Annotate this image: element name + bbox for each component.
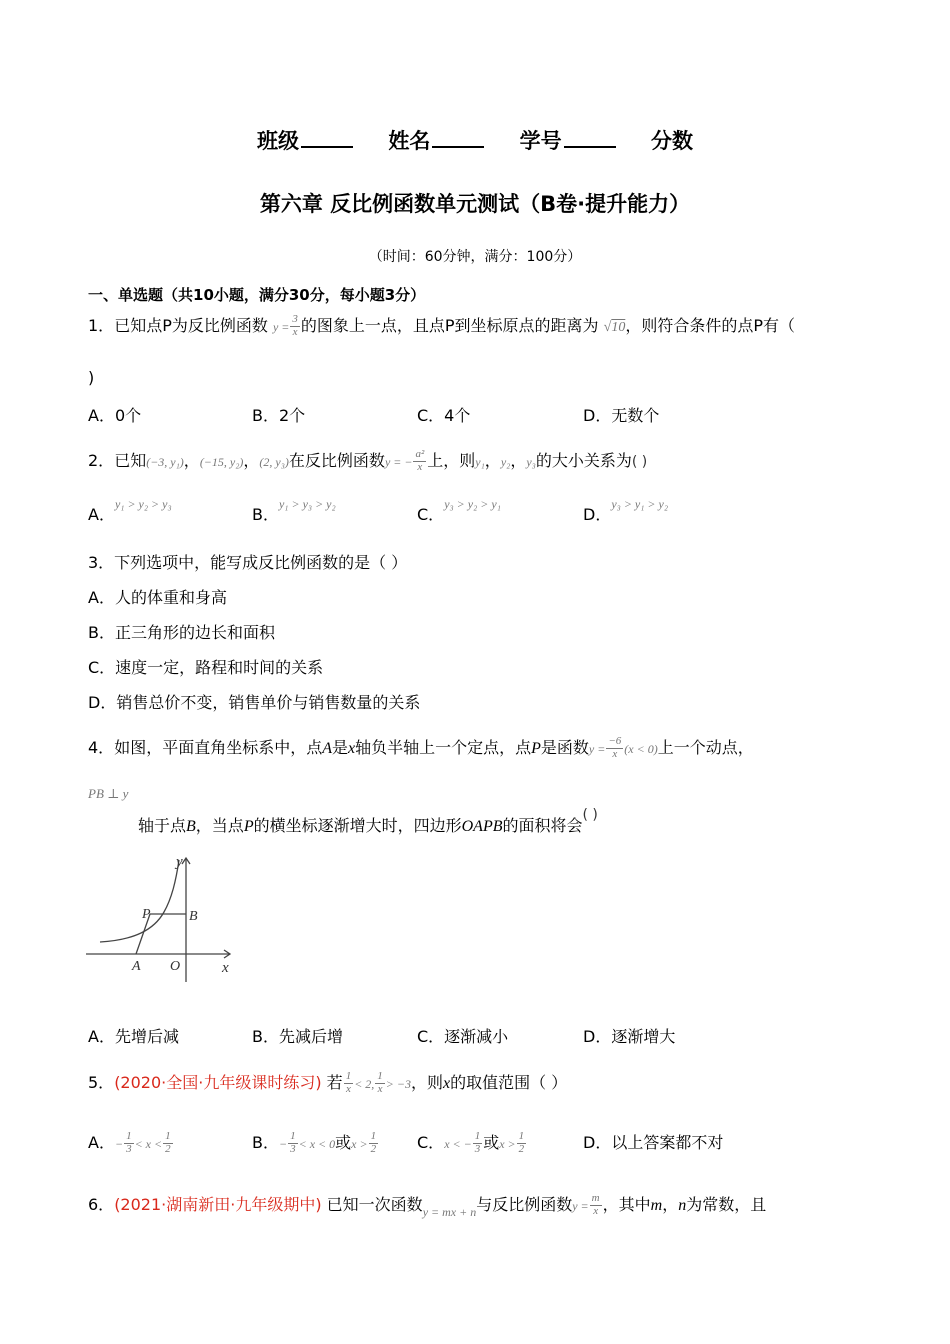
q5-stem: 5．(2020·全国·九年级课时练习) 若 $\frac{1}{x}$ < 2, $\frac{1}{x}$ > −3，则x的取值范围（ ） — [88, 1070, 568, 1095]
q3-option-c[interactable]: C．速度一定，路程和时间的关系 — [88, 658, 324, 677]
label-x: x — [222, 960, 229, 976]
section-heading: 一、单选题（共10小题，满分30分，每小题3分） — [88, 286, 426, 304]
q1-fraction: $\frac{3}{x}$ — [292, 313, 298, 338]
q4-stem-3: 轴于点B，当点P的横坐标逐渐增大时，四边形OAPB的面积将会( ) — [138, 807, 598, 835]
class-blank[interactable] — [301, 128, 353, 148]
q2-option-a[interactable]: A．$^{y_1 > y_2 > y_3}$ — [88, 497, 172, 524]
q4-stem: 4．如图，平面直角坐标系中，点A是x轴负半轴上一个定点，点P是函数y = $\frac{-6}{x}$ (x < 0)上一个动点， — [88, 735, 754, 760]
q3-option-b[interactable]: B．正三角形的边长和面积 — [88, 623, 275, 642]
q1-option-d[interactable]: D．无数个 — [583, 406, 660, 425]
q1-option-b[interactable]: B．2个 — [252, 406, 306, 425]
q1-stem: 1．已知点P为反比例函数 y = $\frac{3}{x}$ 的图象上一点，且点P到坐标原点的距离为 √10，则符合条件的点P有（ — [88, 313, 795, 338]
header-fields — [0, 125, 950, 155]
q3-stem: 3．下列选项中，能写成反比例函数的是（ ） — [88, 553, 408, 572]
q5-option-a[interactable]: A．− $\frac{1}{3}$ < x < $\frac{1}{2}$ — [88, 1130, 171, 1155]
hyperbola-curve — [100, 860, 179, 942]
q1-option-c[interactable]: C．4个 — [417, 406, 471, 425]
q5-option-c[interactable]: C．x < − $\frac{1}{3}$ 或x > $\frac{1}{2}$ — [417, 1130, 525, 1155]
q2-stem: 2．已知(−3, y₁)，(−15, y₂)，(2, y₃)在反比例函数y = − $\frac{\text{a²}}{x}$ 上，则y₁，y₂，y₃的大小关系为( ) — [88, 448, 648, 473]
q5-option-d[interactable]: D．以上答案都不对 — [583, 1133, 724, 1152]
name-field: 姓名 — [388, 125, 484, 155]
q4-fraction: $\frac{-6}{x}$ — [608, 735, 622, 760]
name-blank[interactable] — [432, 128, 484, 148]
q3-option-d[interactable]: D．销售总价不变，销售单价与销售数量的关系 — [88, 693, 421, 712]
label-y: y — [176, 854, 183, 870]
id-blank[interactable] — [564, 128, 616, 148]
q2-option-d[interactable]: D．$^{y_3 > y_1 > y_2}$ — [583, 497, 669, 524]
q6-stem: 6．(2021·湖南新田·九年级期中) 已知一次函数$_{y = mx + n}$与反比例函数y = $\frac{m}{x}$ ，其中m，n为常数，且 — [88, 1192, 767, 1219]
q1-close-paren: ) — [88, 368, 95, 387]
label-a: A — [132, 959, 141, 974]
label-o: O — [170, 959, 181, 974]
q5-source: (2020·全国·九年级课时练习) — [114, 1073, 322, 1092]
page-title: 第六章 反比例函数单元测试（B卷·提升能力） — [259, 192, 691, 216]
score-field: 分数 — [650, 129, 693, 153]
q5-option-b[interactable]: B．− $\frac{1}{3}$ < x < 0或x > $\frac{1}{2}$ — [252, 1130, 377, 1155]
q1-option-a[interactable]: A．0个 — [88, 406, 142, 425]
q4-option-d[interactable]: D．逐渐增大 — [583, 1027, 676, 1046]
q4-option-c[interactable]: C．逐渐减小 — [417, 1027, 509, 1046]
q2-fraction: $\frac{\text{a²}}{x}$ — [415, 448, 425, 473]
q4-stem-2: PB ⊥ y — [88, 786, 129, 801]
class-field: 班级 — [257, 125, 353, 155]
id-field: 学号 — [520, 125, 616, 155]
q4-option-a[interactable]: A．先增后减 — [88, 1027, 179, 1046]
page-subtitle: （时间：60分钟，满分：100分） — [368, 249, 582, 265]
q4-figure — [84, 852, 244, 987]
label-p: P — [142, 907, 151, 922]
q3-option-a[interactable]: A．人的体重和身高 — [88, 588, 227, 607]
q6-source: (2021·湖南新田·九年级期中) — [114, 1195, 322, 1214]
q2-option-c[interactable]: C．$^{y_3 > y_2 > y_1}$ — [417, 497, 501, 524]
q4-option-b[interactable]: B．先减后增 — [252, 1027, 343, 1046]
q2-option-b[interactable]: B．$^{y_1 > y_3 > y_2}$ — [252, 497, 336, 524]
label-b: B — [189, 909, 198, 924]
